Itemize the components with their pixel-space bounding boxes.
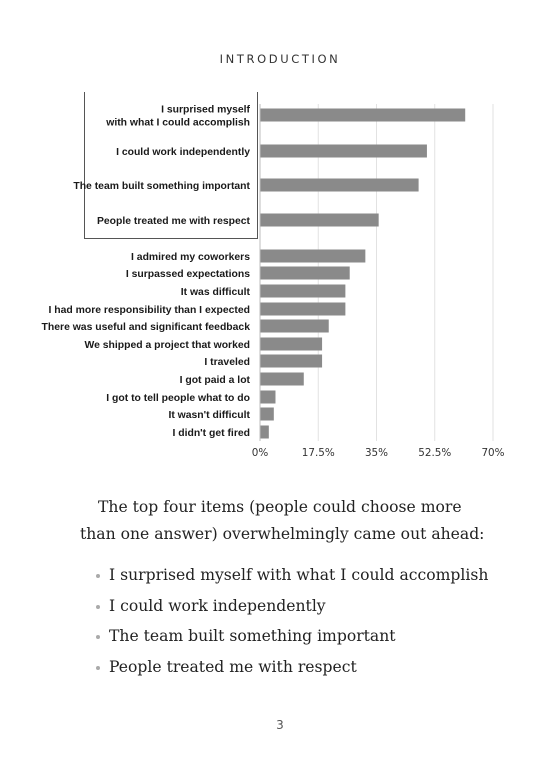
- list-item: [96, 652, 488, 683]
- list-item: [96, 560, 488, 591]
- tick-label: 17.5%: [301, 447, 335, 459]
- bullet-dot-icon: [96, 574, 100, 578]
- survey-bar-chart: [0, 92, 560, 464]
- list-item-text: The team built something important: [109, 627, 396, 646]
- body-paragraph: The top four items (people could choose more than one answer) overwhelmingly came out ahead:: [80, 498, 485, 543]
- bar: [261, 320, 329, 333]
- list-item-text: I surprised myself with what I could accomplish: [109, 566, 489, 585]
- tick-label: 0%: [251, 447, 269, 459]
- bar: [261, 391, 276, 404]
- category-label: I admired my coworkers: [131, 252, 250, 263]
- bullet-dot-icon: [96, 605, 100, 609]
- page-number: 3: [276, 718, 284, 732]
- bar: [261, 355, 323, 368]
- category-label: with what I could accomplish: [106, 117, 250, 129]
- category-label: I didn't get fired: [172, 428, 250, 439]
- bar: [261, 179, 419, 192]
- bullet-list: [96, 560, 488, 682]
- list-item: [96, 621, 488, 652]
- list-item-text: I could work independently: [109, 596, 326, 615]
- bar: [261, 250, 366, 263]
- bar: [261, 214, 379, 227]
- category-label: I traveled: [204, 357, 250, 368]
- category-label: It was difficult: [180, 287, 250, 298]
- category-label: I got paid a lot: [179, 375, 250, 386]
- tick-label: 35%: [364, 447, 389, 459]
- category-label: We shipped a project that worked: [84, 340, 250, 351]
- category-label: I got to tell people what to do: [106, 393, 250, 404]
- bar: [261, 303, 346, 316]
- category-label: I surprised myself: [161, 104, 250, 116]
- bar: [261, 408, 274, 421]
- bar: [261, 338, 323, 351]
- category-label: I surpassed expectations: [125, 269, 250, 280]
- tick-label: 70%: [481, 447, 505, 459]
- category-label: It wasn't difficult: [168, 410, 250, 421]
- list-item: [96, 591, 488, 622]
- bar: [261, 267, 350, 280]
- bar: [261, 109, 466, 122]
- bar: [261, 373, 304, 386]
- bullet-dot-icon: [96, 635, 100, 639]
- category-label: The team built something important: [73, 181, 250, 192]
- bullet-dot-icon: [96, 666, 100, 670]
- category-label: I could work independently: [116, 147, 250, 158]
- bar: [261, 426, 269, 439]
- list-item-text: People treated me with respect: [109, 657, 357, 676]
- category-label: There was useful and significant feedback: [41, 322, 250, 333]
- category-label: People treated me with respect: [96, 216, 250, 227]
- running-header: INTRODUCTION: [219, 52, 341, 66]
- category-label: I had more responsibility than I expected: [48, 305, 250, 316]
- bar: [261, 145, 427, 158]
- bar: [261, 285, 346, 298]
- tick-label: 52.5%: [418, 447, 452, 459]
